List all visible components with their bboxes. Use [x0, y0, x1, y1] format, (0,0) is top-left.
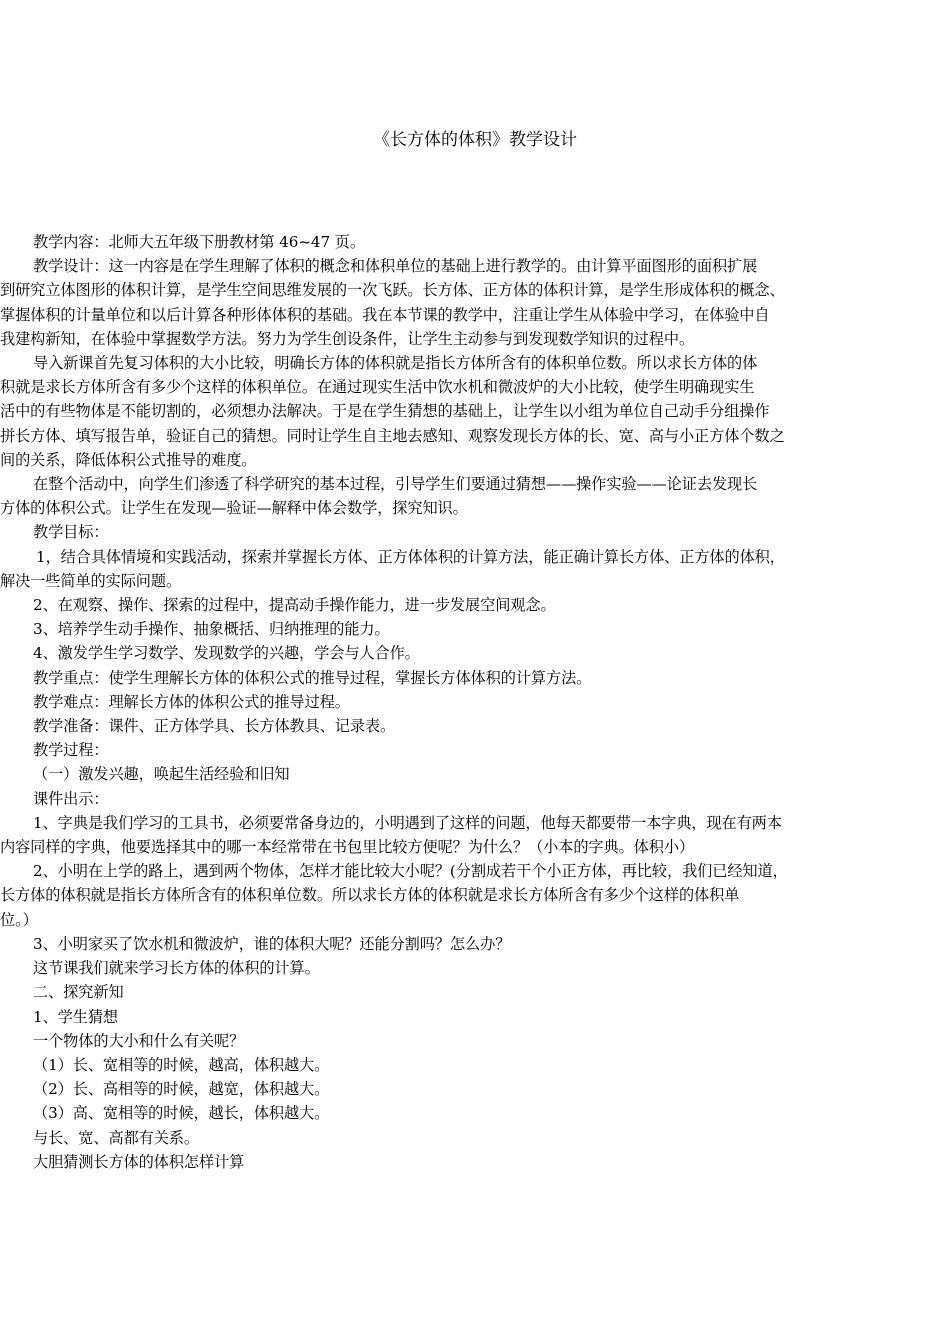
- text-line: 1、字典是我们学习的工具书，必须要常备身边的，小明遇到了这样的问题，他每天都要带一本字典，现在有两本: [33, 813, 782, 832]
- text-line: 4、激发学生学习数学、发现数学的兴趣，学会与人合作。: [33, 644, 420, 663]
- text-line: 教学内容：北师大五年级下册教材第 46~47 页。: [33, 233, 365, 251]
- text-line: 3、小明家买了饮水机和微波炉，谁的体积大呢？还能分割吗？怎么办？: [33, 934, 511, 953]
- text-line: 间的关系，降低体积公式推导的难度。: [0, 450, 257, 469]
- document-body: [0, 230, 950, 1174]
- text-line: 3、培养学生动手操作、抽象概括、归纳推理的能力。: [33, 620, 390, 639]
- text-line: 在整个活动中，向学生们渗透了科学研究的基本过程，引导学生们要通过猜想——操作实验——论证去发现长: [33, 475, 758, 494]
- text-line: （2）长、高相等的时候，越宽，体积越大。: [33, 1080, 330, 1099]
- text-line: 内容同样的字典，他要选择其中的哪一本经常带在书包里比较方便呢？为什么？（小本的字典。体积小）: [0, 838, 695, 857]
- text-line: 1，结合具体情境和实践活动，探索并掌握长方体、正方体体积的计算方法，能正确计算长方体、正方体的体积，: [36, 547, 785, 566]
- text-line: 大胆猜测长方体的体积怎样计算: [33, 1152, 245, 1171]
- document-title: 《长方体的体积》教学设计: [373, 130, 577, 150]
- text-line: 位。）: [0, 910, 38, 929]
- text-line: 活中的有些物体是不能切割的，必须想办法解决。于是在学生猜想的基础上，让学生以小组为单位自己动手分组操作: [0, 402, 770, 421]
- text-line: 一个物体的大小和什么有关呢？: [33, 1031, 245, 1050]
- text-line: 与长、宽、高都有关系。: [33, 1128, 199, 1147]
- text-line: 积就是求长方体所含有多少个这样的体积单位。在通过现实生活中饮水机和微波炉的大小比较，使学生明确现实生: [0, 378, 755, 397]
- text-line: （一）激发兴趣，唤起生活经验和旧知: [33, 765, 290, 784]
- text-line: 教学过程：: [33, 741, 109, 760]
- text-line: 教学目标：: [33, 523, 109, 542]
- text-line: 2、在观察、操作、探索的过程中，提高动手操作能力，进一步发展空间观念。: [33, 596, 556, 615]
- text-line: 教学重点：使学生理解长方体的体积公式的推导过程，掌握长方体体积的计算方法。: [33, 668, 592, 687]
- text-line: 我建构新知，在体验中掌握数学方法。努力为学生创设条件，让学生主动参与到发现数学知识的过程中。: [0, 329, 695, 348]
- text-line: 解决一些简单的实际问题。: [0, 571, 182, 590]
- text-line: （3）高、宽相等的时候，越长，体积越大。: [33, 1104, 330, 1123]
- text-line: 掌握体积的计量单位和以后计算各种形体体积的基础。我在本节课的教学中，注重让学生从体验中学习，在体验中自: [0, 305, 770, 324]
- text-line: 教学设计：这一内容是在学生理解了体积的概念和体积单位的基础上进行教学的。由计算平面图形的面积扩展: [33, 257, 758, 276]
- text-line: 方体的体积公式。让学生在发现—验证—解释中体会数学，探究知识。: [0, 499, 468, 518]
- text-line: 课件出示：: [33, 789, 109, 808]
- text-line: 拼长方体、填写报告单，验证自己的猜想。同时让学生自主地去感知、观察发现长方体的长、宽、高与小正方体个数之: [0, 426, 785, 445]
- text-line: 1、学生猜想: [33, 1007, 119, 1026]
- text-line: 教学难点：理解长方体的体积公式的推导过程。: [33, 692, 350, 711]
- text-line: 2、小明在上学的路上，遇到两个物体，怎样才能比较大小呢？(分割成若干个小正方体，再比较，我们已经知道，: [33, 862, 788, 881]
- text-line: 教学准备：课件、正方体学具、长方体教具、记录表。: [33, 717, 396, 736]
- text-line: 二、探究新知: [33, 983, 124, 1002]
- text-line: 这节课我们就来学习长方体的体积的计算。: [33, 959, 320, 978]
- text-line: 导入新课首先复习体积的大小比较，明确长方体的体积就是指长方体所含有的体积单位数。所以求长方体的体: [33, 354, 758, 373]
- text-line: 到研究立体图形的体积计算，是学生空间思维发展的一次飞跃。长方体、正方体的体积计算，是学生形成体积的概念、: [0, 281, 785, 300]
- text-line: 长方体的体积就是指长方体所含有的体积单位数。所以求长方体的体积就是求长方体所含有多少个这样的体积单: [0, 886, 740, 905]
- text-line: （1）长、宽相等的时候，越高，体积越大。: [33, 1055, 330, 1074]
